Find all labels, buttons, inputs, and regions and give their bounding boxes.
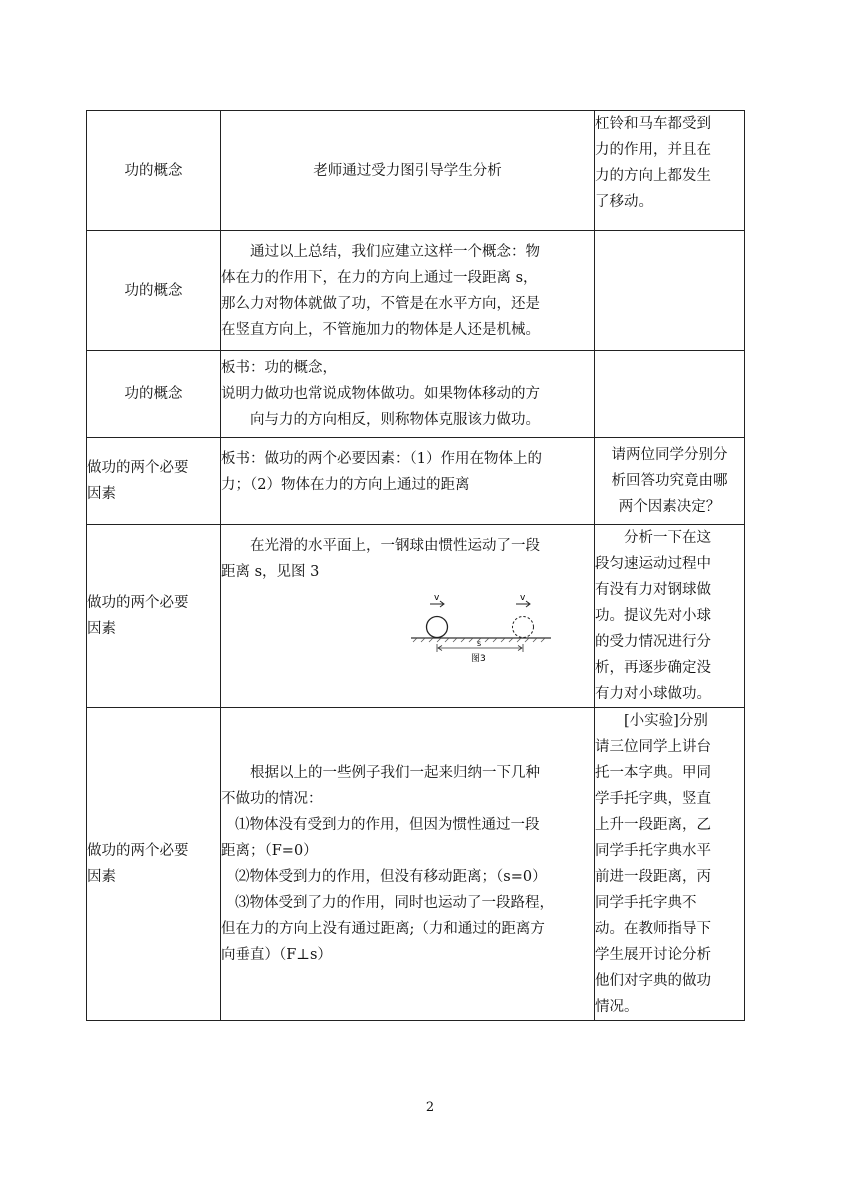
ball-dashed-icon [513, 617, 534, 638]
lesson-plan-table [86, 110, 745, 1021]
student-cell: 杠铃和马车都受到 力的作用，并且在 力的方向上都发生 了移动。 [595, 111, 745, 231]
topic-cell: 功的概念 [87, 111, 221, 231]
distance-label: s [477, 639, 482, 648]
table-row [87, 231, 745, 351]
activity-cell: 板书：功的概念， 说明力做功也常说成物体做功。如果物体移动的方 向与力的方向相反，则称物体克服该力做功。 [221, 351, 595, 438]
table-row [87, 525, 745, 708]
page-number: 2 [425, 1100, 435, 1115]
topic-cell: 做功的两个必要 因素 [87, 438, 221, 525]
topic-cell: 做功的两个必要 因素 [87, 525, 221, 708]
rolling-ball-diagram [401, 589, 561, 679]
student-cell [595, 351, 745, 438]
topic-cell: 做功的两个必要 因素 [87, 708, 221, 1021]
activity-cell: 老师通过受力图引导学生分析 [221, 111, 595, 231]
topic-cell: 功的概念 [87, 231, 221, 351]
velocity-label: v [520, 593, 526, 603]
student-cell: [小实验]分别 请三位同学上讲台 托一本字典。甲同 学手托字典，竖直 上升一段距离，乙 同学手托字典水平 前进一段距离，丙 同学手托字典不 动。在教师指导下 学生展开讨论分析 他们对字典的做功 情况。 [595, 708, 745, 1021]
table-row [87, 111, 745, 231]
table-row [87, 708, 745, 1021]
figure-caption: 图3 [471, 654, 486, 664]
ball-icon [427, 617, 448, 638]
velocity-label: v [434, 593, 440, 603]
student-cell: 请两位同学分别分 析回答功究竟由哪 两个因素决定？ [595, 438, 745, 525]
table-row [87, 351, 745, 438]
activity-cell: 板书：做功的两个必要因素：（1）作用在物体上的 力；（2）物体在力的方向上通过的距离 [221, 438, 595, 525]
student-cell [595, 231, 745, 351]
topic-cell: 功的概念 [87, 351, 221, 438]
student-cell: 分析一下在这 段匀速运动过程中 有没有力对钢球做 功。提议先对小球 的受力情况进行分 析，再逐步确定没 有力对小球做功。 [595, 525, 745, 708]
activity-cell: 通过以上总结，我们应建立这样一个概念：物 体在力的作用下，在力的方向上通过一段距离 s， 那么力对物体就做了功，不管是在水平方向，还是 在竖直方向上，不管施加力的物体是人还是机械。 [221, 231, 595, 351]
figure-3 [221, 589, 594, 685]
table-row [87, 438, 745, 525]
activity-cell: 根据以上的一些例子我们一起来归纳一下几种 不做功的情况： ⑴物体没有受到力的作用，但因为惯性通过一段 距离；（F=0） ⑵物体受到力的作用，但没有移动距离；（s=0） ⑶物体受到了力的作用，同时也运动了一段路程， 但在力的方向上没有通过距离;（力和通过的距离方 向垂直）（F⊥s） [221, 708, 595, 1021]
activity-cell: 在光滑的水平面上，一钢球由惯性运动了一段 距离 s，见图 3 v v s 图3 [221, 525, 595, 708]
